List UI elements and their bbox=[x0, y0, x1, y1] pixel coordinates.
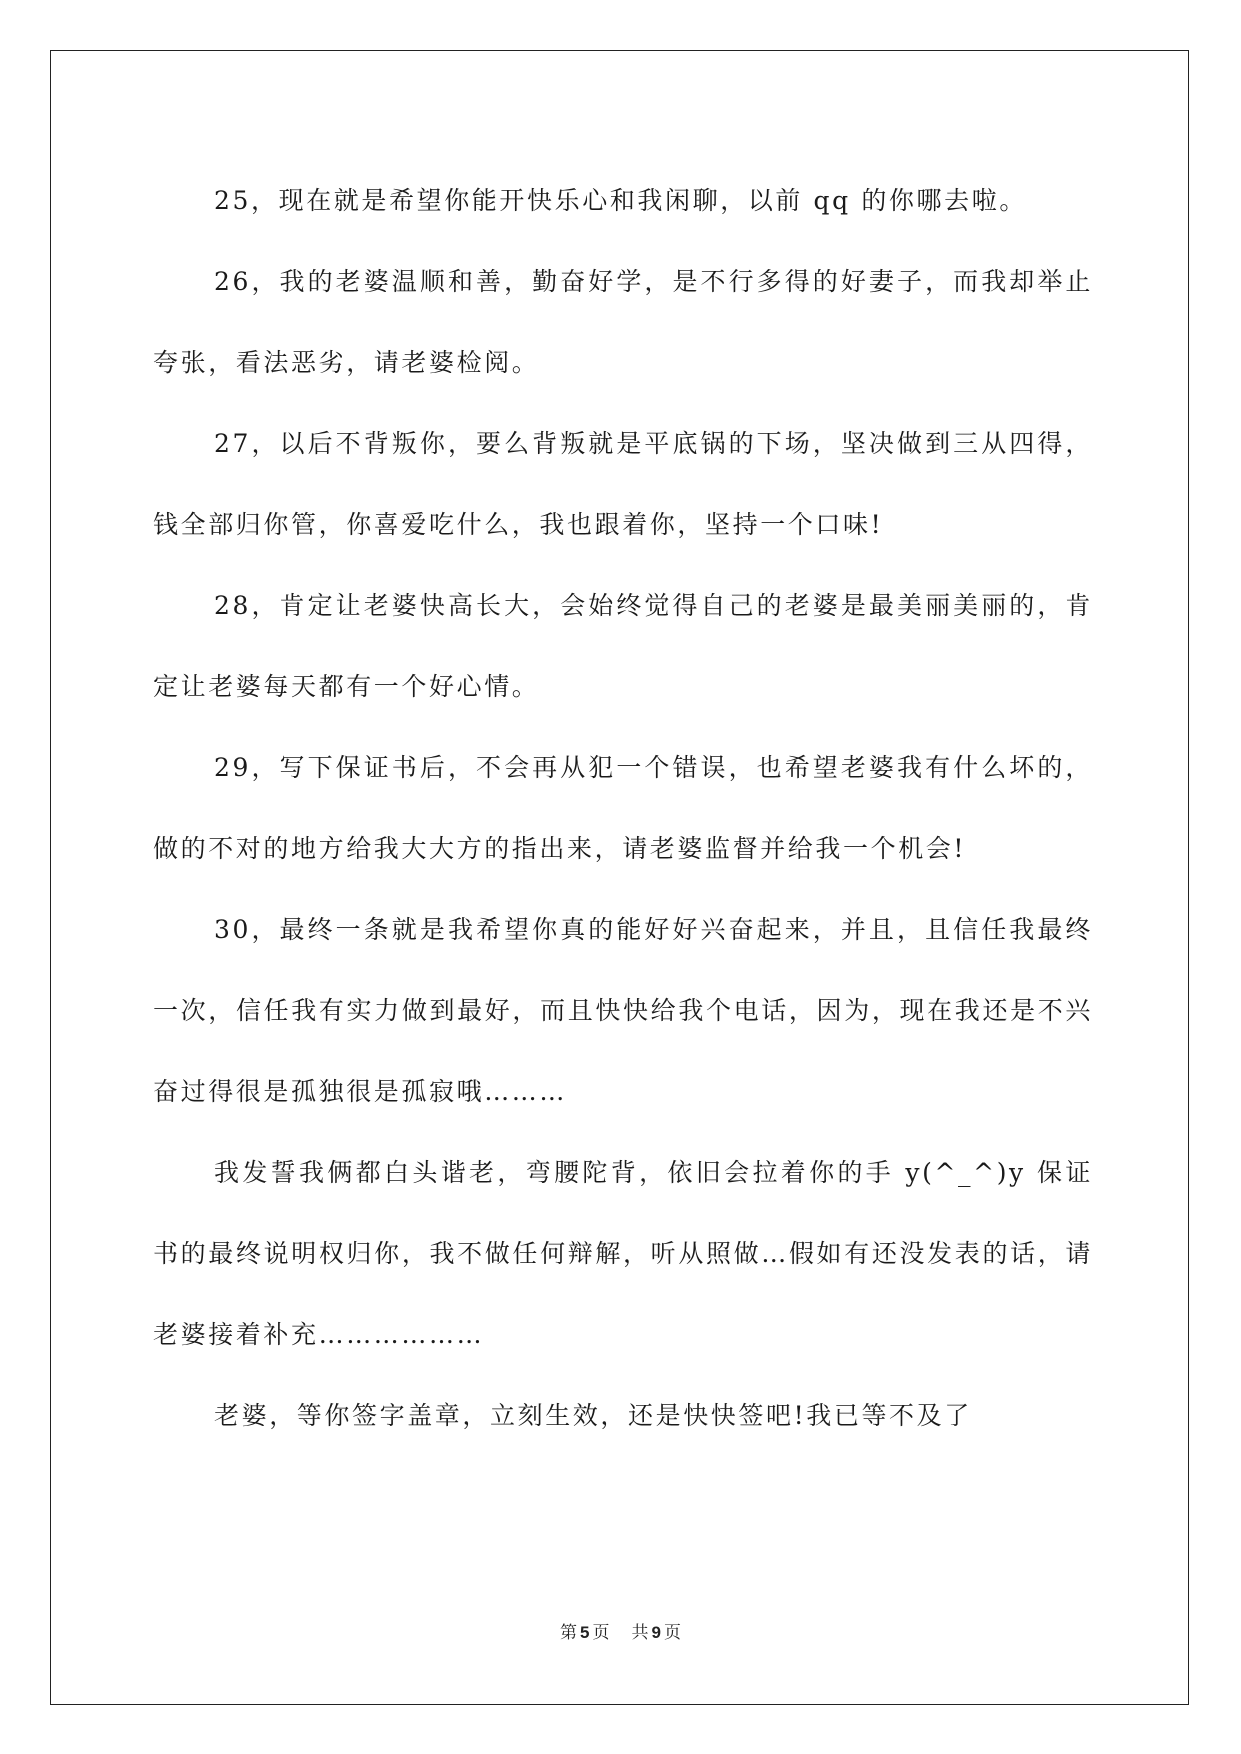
paragraph-30: 30，最终一条就是我希望你真的能好好兴奋起来，并且，且信任我最终一次，信任我有实力做到最好，而且快快给我个电话，因为，现在我还是不兴奋过得很是孤独很是孤寂哦……… bbox=[153, 915, 1093, 1106]
document-body bbox=[153, 160, 1093, 1456]
total-label-suffix: 页 bbox=[663, 1623, 681, 1643]
paragraph-25: 25，现在就是希望你能开快乐心和我闲聊，以前 qq 的你哪去啦。 bbox=[214, 186, 1027, 215]
paragraph-closing: 老婆，等你签字盖章，立刻生效，还是快快签吧!我已等不及了 bbox=[214, 1401, 972, 1430]
paragraph-27: 27，以后不背叛你，要么背叛就是平底锅的下场，坚决做到三从四得，钱全部归你管，你喜爱吃什么，我也跟着你，坚持一个口味! bbox=[153, 429, 1093, 539]
page-label-prefix: 第 bbox=[560, 1623, 578, 1643]
total-label-prefix: 共 bbox=[631, 1623, 649, 1643]
total-page-number: 9 bbox=[651, 1623, 661, 1642]
paragraph-vow: 我发誓我俩都白头谐老，弯腰陀背，依旧会拉着你的手 y(^_^)y 保证书的最终说明权归你，我不做任何辩解，听从照做…假如有还没发表的话，请老婆接着补充……………… bbox=[153, 1158, 1093, 1349]
current-page-number: 5 bbox=[580, 1623, 590, 1642]
page-label-suffix: 页 bbox=[592, 1623, 610, 1643]
paragraph-28: 28，肯定让老婆快高长大，会始终觉得自己的老婆是最美丽美丽的，肯定让老婆每天都有一个好心情。 bbox=[153, 591, 1093, 701]
page-footer bbox=[0, 1618, 1241, 1643]
paragraph-26: 26，我的老婆温顺和善，勤奋好学，是不行多得的好妻子，而我却举止夸张，看法恶劣，请老婆检阅。 bbox=[153, 267, 1093, 377]
paragraph-29: 29，写下保证书后，不会再从犯一个错误，也希望老婆我有什么坏的，做的不对的地方给我大大方的指出来，请老婆监督并给我一个机会! bbox=[153, 753, 1093, 863]
